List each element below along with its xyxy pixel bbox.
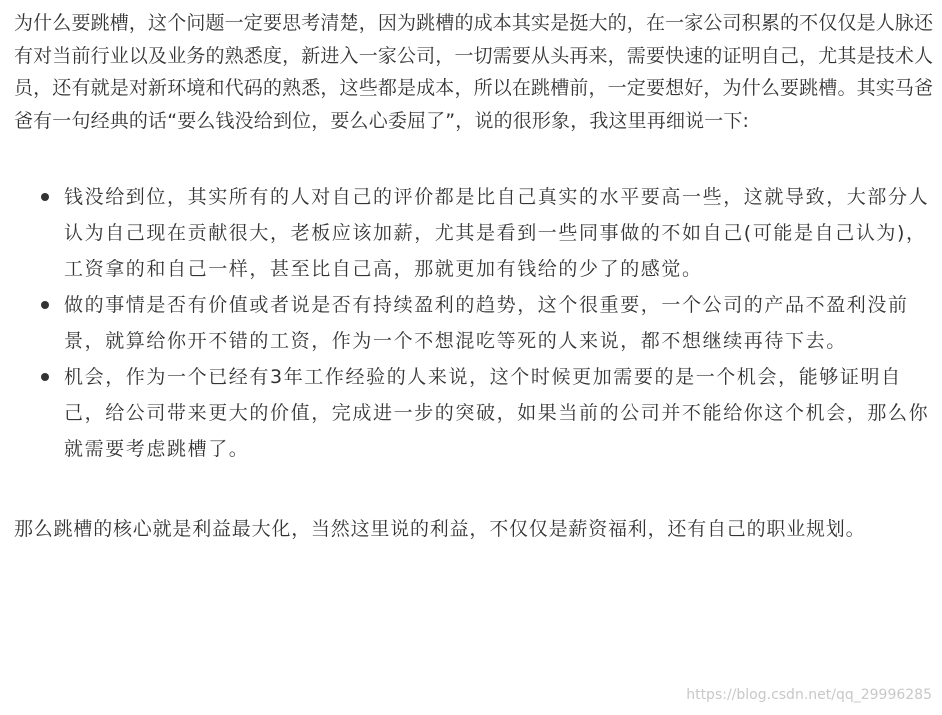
conclusion-paragraph: 那么跳槽的核心就是利益最大化，当然这里说的利益，不仅仅是薪资福利，还有自己的职业规划。	[14, 518, 866, 540]
article-body	[14, 0, 934, 546]
list-item	[14, 359, 934, 467]
list-item-text: 钱没给到位，其实所有的人对自己的评价都是比自己真实的水平要高一些，这就导致，大部分人认为自己现在贡献很大，老板应该加薪，尤其是看到一些同事做的不如自己(可能是自己认为)，工资拿的和自己一样，甚至比自己高，那就更加有钱给的少了的感觉。	[64, 186, 930, 280]
list-item-text: 机会，作为一个已经有3年工作经验的人来说，这个时候更加需要的是一个机会，能够证明自己，给公司带来更大的价值，完成进一步的突破，如果当前的公司并不能给你这个机会，那么你就需要考虑跳槽了。	[64, 366, 930, 460]
reasons-list	[14, 179, 934, 467]
list-item-text: 做的事情是否有价值或者说是否有持续盈利的趋势，这个很重要，一个公司的产品不盈利没前景，就算给你开不错的工资，作为一个不想混吃等死的人来说，都不想继续再待下去。	[64, 294, 909, 352]
watermark-url: https://blog.csdn.net/qq_29996285	[686, 687, 932, 703]
bullet-dot-icon	[41, 301, 49, 309]
list-item	[14, 287, 934, 359]
bullet-dot-icon	[41, 193, 49, 201]
list-item	[14, 179, 934, 287]
bullet-dot-icon	[41, 373, 49, 381]
intro-paragraph: 为什么要跳槽，这个问题一定要思考清楚，因为跳槽的成本其实是挺大的，在一家公司积累的不仅仅是人脉还有对当前行业以及业务的熟悉度，新进入一家公司，一切需要从头再来，需要快速的证明自己，尤其是技术人员，还有就是对新环境和代码的熟悉，这些都是成本，所以在跳槽前，一定要想好，为什么要跳槽。其实马爸爸有一句经典的话“要么钱没给到位，要么心委屈了”，说的很形象，我这里再细说一下:	[14, 12, 934, 132]
